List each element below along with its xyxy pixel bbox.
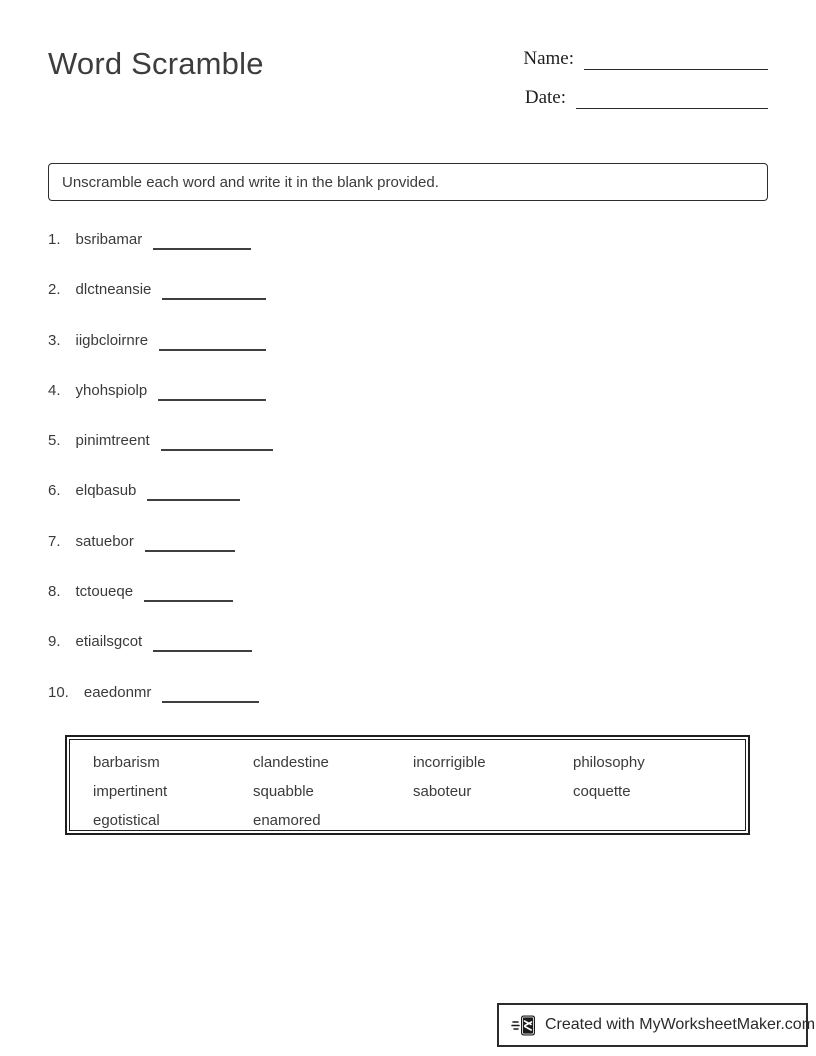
item-number: 10. xyxy=(48,683,69,701)
word-bank-word: clandestine xyxy=(253,754,329,771)
scrambled-word: dlctneansie xyxy=(75,281,152,299)
answer-blank-line[interactable] xyxy=(158,399,266,401)
scrambled-word: tctoueqe xyxy=(75,583,134,601)
answer-blank-line[interactable] xyxy=(153,248,251,250)
item-number: 5. xyxy=(48,432,61,450)
scrambled-word: etiailsgcot xyxy=(75,633,143,651)
answer-blank-line[interactable] xyxy=(145,550,235,552)
word-bank-word: squabble xyxy=(253,783,314,800)
date-field-row xyxy=(488,87,768,126)
scramble-item xyxy=(48,684,273,734)
word-bank-word: barbarism xyxy=(93,754,160,771)
word-bank-word: saboteur xyxy=(413,783,472,800)
date-blank-line[interactable] xyxy=(576,108,768,109)
word-bank-grid xyxy=(69,739,746,831)
scramble-list xyxy=(48,231,273,734)
date-label: Date: xyxy=(524,87,566,108)
word-bank-box xyxy=(65,735,750,835)
name-label: Name: xyxy=(523,48,574,69)
scramble-item xyxy=(48,533,273,583)
scramble-item xyxy=(48,332,273,382)
scramble-item xyxy=(48,382,273,432)
name-blank-line[interactable] xyxy=(584,69,768,70)
credit-box xyxy=(497,1003,816,1047)
instructions-text: Unscramble each word and write it in the blank provided. xyxy=(62,173,439,191)
item-number: 6. xyxy=(48,482,61,500)
item-number: 1. xyxy=(48,231,61,248)
word-bank-word: egotistical xyxy=(93,812,160,829)
scramble-item xyxy=(48,231,273,281)
word-bank-word: philosophy xyxy=(573,754,645,771)
scrambled-word: elqbasub xyxy=(75,482,137,500)
scrambled-word: satuebor xyxy=(75,532,134,550)
answer-blank-line[interactable] xyxy=(153,650,252,652)
answer-blank-line[interactable] xyxy=(161,449,273,451)
word-bank-word: coquette xyxy=(573,783,631,800)
credit-text: Created with MyWorksheetMaker.com xyxy=(545,1016,816,1033)
scrambled-word: yhohspiolp xyxy=(75,381,148,399)
scrambled-word: bsribamar xyxy=(75,231,143,248)
item-number: 4. xyxy=(48,381,61,399)
item-number: 7. xyxy=(48,532,61,550)
name-field-row xyxy=(488,48,768,87)
word-bank-word: enamored xyxy=(253,812,321,829)
scramble-item xyxy=(48,633,273,683)
name-date-block xyxy=(488,48,768,126)
item-number: 8. xyxy=(48,583,61,601)
worksheet-maker-logo-icon xyxy=(511,1012,538,1039)
scramble-item xyxy=(48,281,273,331)
scramble-item xyxy=(48,583,273,633)
item-number: 2. xyxy=(48,281,61,299)
answer-blank-line[interactable] xyxy=(162,701,259,703)
word-bank-word: incorrigible xyxy=(413,754,486,771)
word-bank-word: impertinent xyxy=(93,783,168,800)
scramble-item xyxy=(48,482,273,532)
scramble-item xyxy=(48,432,273,482)
scrambled-word: iigbcloirnre xyxy=(75,331,149,349)
answer-blank-line[interactable] xyxy=(147,499,240,501)
instructions-box xyxy=(48,163,768,201)
item-number: 3. xyxy=(48,331,61,349)
answer-blank-line[interactable] xyxy=(162,298,266,300)
answer-blank-line[interactable] xyxy=(159,349,266,351)
page-title: Word Scramble xyxy=(48,46,264,81)
item-number: 9. xyxy=(48,633,61,651)
scrambled-word: eaedonmr xyxy=(83,683,152,701)
scrambled-word: pinimtreent xyxy=(75,432,150,450)
answer-blank-line[interactable] xyxy=(144,600,233,602)
